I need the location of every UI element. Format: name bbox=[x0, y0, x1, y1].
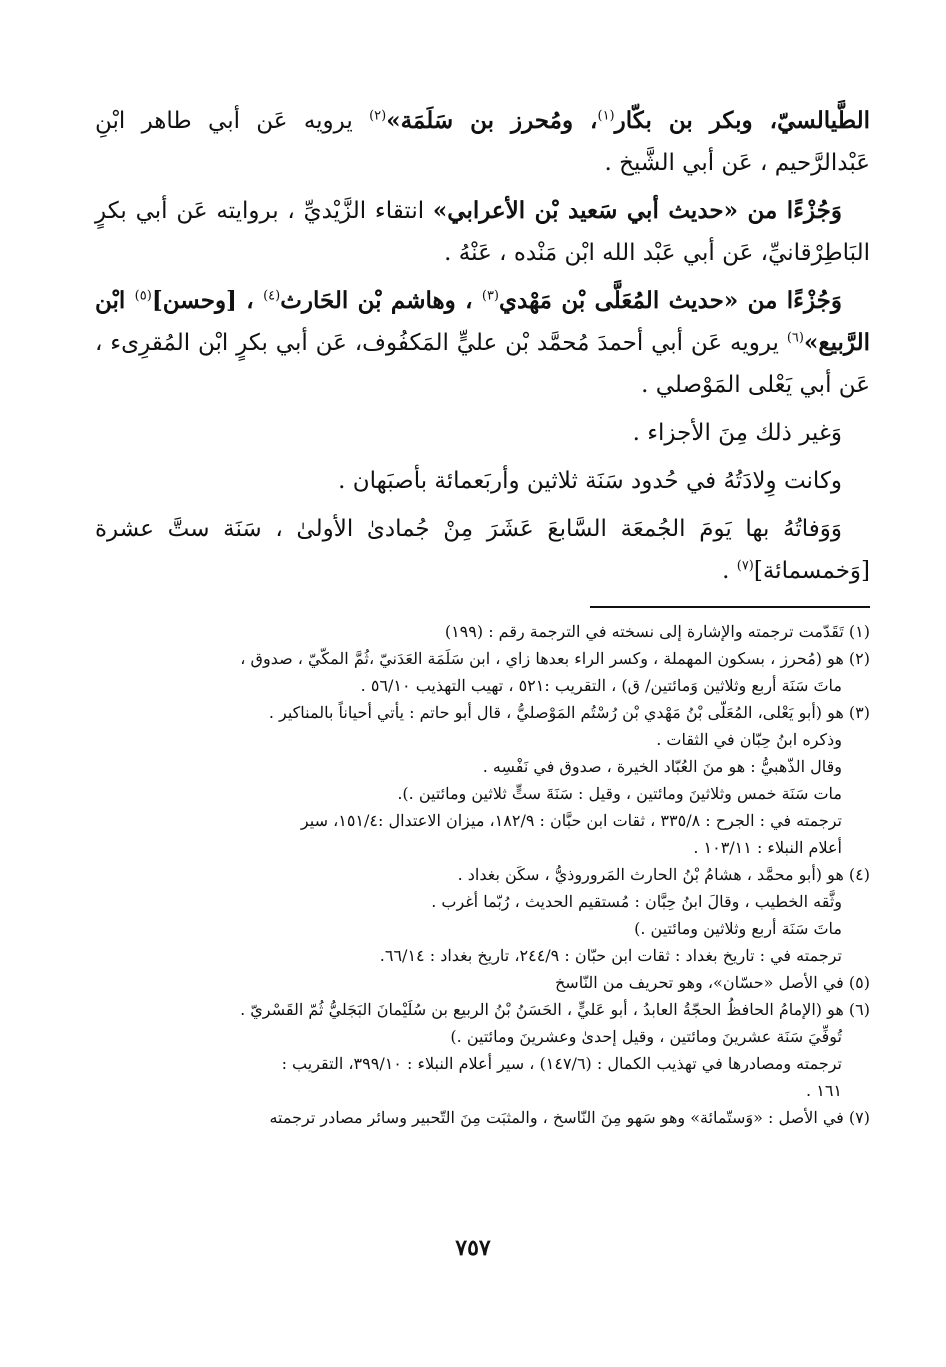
text-segment: وَجُزْءًا من «حديث المُعَلَّى بْن مَهْدي bbox=[499, 287, 843, 314]
footnote-6-cont: ١٦١ . bbox=[806, 1081, 842, 1100]
footnote-3: (٣) هو (أبو يَعْلى، المُعَلّى بْنُ مَهْدي بْن رُسْتُم المَوْصليُّ ، قال أبو حاتم : يأتي أحياناً بالمناكير . bbox=[268, 703, 870, 722]
footnote-ref-4[interactable]: (٤) bbox=[263, 288, 281, 304]
footnote-3-cont: وذكره ابنُ حِبّان في الثقات . bbox=[656, 730, 842, 749]
page-number: ٧٥٧ bbox=[455, 1235, 491, 1261]
footnote-4-cont: ماتَ سَنَة أربع وثلاثين ومائتين .) bbox=[634, 919, 842, 938]
text-segment: الطَّيالسيّ، وبكر بن بكّار bbox=[614, 107, 870, 134]
footnote-ref-6[interactable]: (٦) bbox=[786, 330, 804, 346]
footnote-ref-5[interactable]: (٥) bbox=[134, 288, 152, 304]
text-segment: انتقاء الزَّيْديِّ ، بروايته عَن أبي بكرٍ البَاطِرْقانيِّ، عَن أبي عَبْد الله ابْن مَنْده ، عَنْهُ . bbox=[95, 198, 870, 266]
footnote-3-cont: ترجمته في : الجرح : ٣٣٥/٨ ، ثقات ابن حبَّان : ١٨٢/٩، ميزان الاعتدال :١٥١/٤، سير bbox=[300, 811, 842, 830]
paragraph-1 bbox=[95, 100, 870, 184]
footnote-4: (٤) هو (أبو محمَّد ، هشامُ بْنُ الحارث المَروروذيُّ ، سكَن بغداد . bbox=[457, 865, 870, 884]
footnote-ref-7[interactable]: (٧) bbox=[736, 558, 754, 574]
text-segment: يرويه عَن أبي أحمدَ مُحمَّد بْن عليٍّ المَكفُوف، عَن أبي بكرٍ ابْن المُقرِىء ، عَن أبي يَعْلى المَوْصلي . bbox=[95, 330, 870, 398]
text-segment: يرويه عَن أبي طاهر ابْنِ عَبْدالرَّحيم ، عَن أبي الشَّيخ . bbox=[95, 108, 870, 176]
footnote-3-cont: وقال الذّهبيُّ : هو منَ العُبّاد الخيرة ، صدوق في نَفْسِه . bbox=[482, 757, 842, 776]
text-segment: . bbox=[722, 558, 737, 584]
footnote-4-cont: ترجمته في : تاريخ بغداد : ثقات ابن حبّان : ٢٤٤/٩، تاريخ بغداد : ٦٦/١٤. bbox=[379, 946, 842, 965]
footnote-1: (١) تَقَدّمت ترجمته والإشارة إلى نسخته في الترجمة رقم : (١٩٩) bbox=[444, 622, 870, 641]
text-segment: ابْن الرَّبيع» bbox=[95, 287, 870, 356]
paragraph-3 bbox=[95, 280, 870, 406]
text-segment: وَجُزْءًا من «حديث أبي سَعيد بْن الأعرابي» bbox=[432, 197, 842, 224]
footnotes bbox=[95, 618, 870, 1131]
footnote-6: (٦) هو (الإمامُ الحافظُ الحجّةُ العابدُ ، أبو عَليٍّ ، الحَسَنُ بْنُ الربيع بن سُلَيْمانَ البَجَليُّ ثُمّ القَسْريّ . bbox=[240, 1000, 870, 1019]
footnote-5: (٥) في الأصل «حسّان»، وهو تحريف من النّاسخ bbox=[554, 973, 870, 992]
footnote-3-cont: أعلام النبلاء : ١٠٣/١١ . bbox=[693, 838, 842, 857]
footnote-6-cont: ترجمته ومصادرها في تهذيب الكمال : (١٤٧/٦) ، سير أعلام النبلاء : ٣٩٩/١٠، التقريب : bbox=[281, 1054, 842, 1073]
footnote-4-cont: وثَّقه الخطيب ، وقالَ ابنُ حِبَّان : مُستقيم الحديث ، رُبّما أغرب . bbox=[431, 892, 842, 911]
footnote-2-cont: ماتَ سَنَة أربع وثلاثين وَمائتين/ ق) ، التقريب :٥٢١ ، تهيب التهذيب ٥٦/١٠ . bbox=[360, 676, 842, 695]
paragraph-5: وكانت وِلادَتُهُ في حُدود سَنَة ثلاثين وأربَعمائة بأصبَهان . bbox=[338, 468, 842, 494]
paragraph-4: وَغير ذلك مِنَ الأجزاء . bbox=[632, 420, 842, 446]
footnote-6-cont: تُوفِّيَ سَنَة عشرينَ ومائتين ، وقيل إحدىٰ وعشرينَ ومائتين .) bbox=[450, 1027, 842, 1046]
footnote-ref-3[interactable]: (٣) bbox=[481, 288, 499, 304]
text-segment: وَوَفاتُهُ بها يَومَ الجُمعَة السَّابعَ عَشَرَ مِنْ جُمادىٰ الأولىٰ ، سَنَة ستَّ عشرة [وَخمسمائة] bbox=[95, 516, 870, 584]
main-text bbox=[95, 100, 870, 592]
paragraph-2 bbox=[95, 190, 870, 274]
text-segment: ، وهاشم بْن الحَارث bbox=[280, 287, 482, 314]
text-segment: ، ومُحرز بن سَلَمَة» bbox=[386, 107, 598, 134]
page-body bbox=[95, 100, 870, 1131]
footnote-7: (٧) في الأصل : «وَستّمائة» وهو سَهو مِنَ النّاسخ ، والمثبَت مِنَ التّحبير وسائر مصادر ترجمته bbox=[269, 1108, 870, 1127]
footnote-divider bbox=[590, 606, 870, 608]
footnote-3-cont: مات سَنَة خمس وثلاثينَ ومائتين ، وقيل : سَنَةَ ستٍّ ثلاثين ومائتين .). bbox=[397, 784, 842, 803]
footnote-ref-2[interactable]: (٢) bbox=[369, 108, 387, 124]
paragraph-6 bbox=[95, 508, 870, 592]
text-segment: ، [وحسن] bbox=[151, 287, 264, 314]
footnote-ref-1[interactable]: (١) bbox=[597, 108, 615, 124]
footnote-2: (٢) هو (مُحرز ، بسكون المهملة ، وكسر الراء بعدها زاي ، ابن سَلَمَة العَدَنيّ ،ثُمَّ المكّيّ ، صدوق ، bbox=[240, 649, 870, 668]
